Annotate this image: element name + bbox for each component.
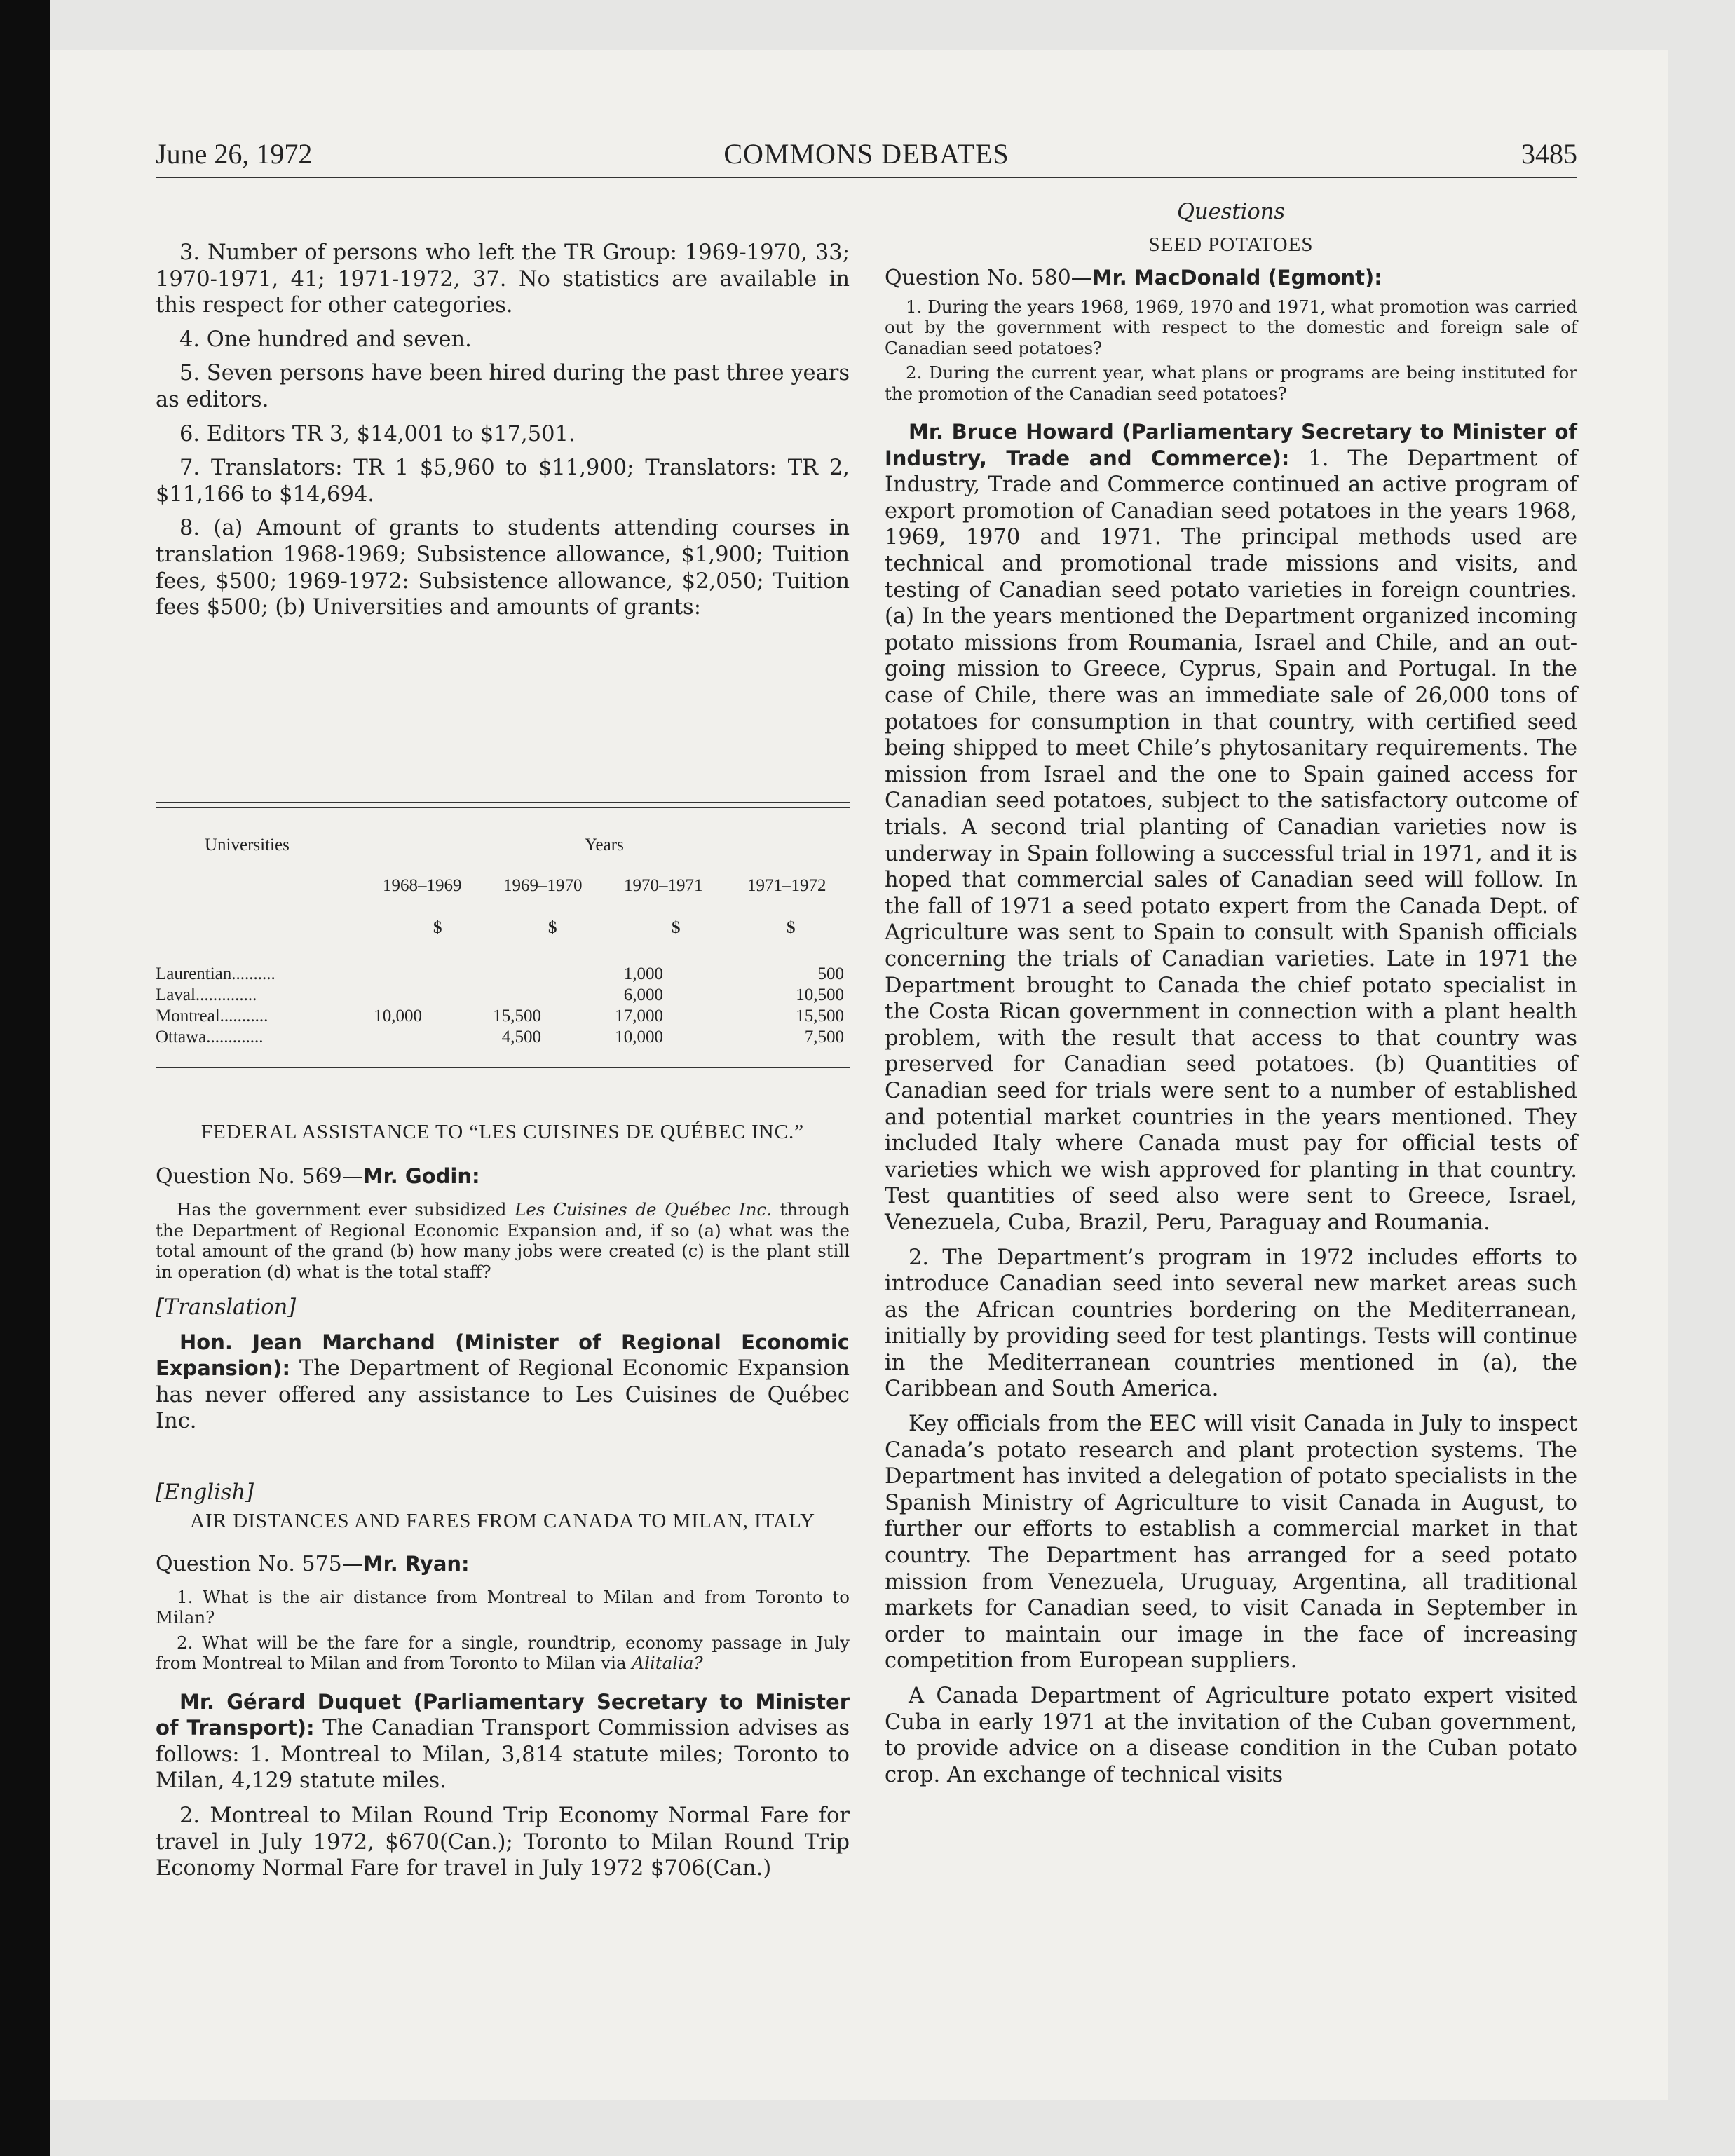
answer-item-3: 3. Number of persons who left the TR Group: 1969-1970, 33; 1970-1971, 41; 1971-1972, 37. No statistics are available in this respect for other categories. xyxy=(156,240,850,318)
grant-value: 10,000 xyxy=(615,1028,663,1046)
translation-tag: [Translation] xyxy=(156,1295,297,1320)
university-name: Laval.............. xyxy=(156,985,257,1004)
answer-item-5: 5. Seven persons have been hired during the past three years as editors. xyxy=(156,361,850,412)
year-col-3: 1970–1971 xyxy=(624,876,703,895)
running-header xyxy=(156,137,1577,178)
header-title: COMMONS DEBATES xyxy=(723,138,1009,170)
currency-row xyxy=(156,918,850,939)
eec-paragraph: Key officials from the EEC will visit Canada in July to inspect Canada’s potato research and plant protection systems. The Department has invited a delegation of potato specialists in the Spanish Ministry of Agriculture to visit Canada in August, to further our efforts to establish a commercial market in that country. The Department has arranged for a seed potato mission from Venezuela, Uruguay, Argentina, all traditional markets for Canadian seed, to visit Canada in September in order to maintain our image in the face of increasing competition from European suppliers. xyxy=(885,1412,1577,1674)
answer-item-7: 7. Translators: TR 1 $5,960 to $11,900; Translators: TR 2, $11,166 to $14,694. xyxy=(156,456,850,507)
seed-potatoes-heading: SEED POTATOES xyxy=(1148,233,1314,256)
scan-edge-left xyxy=(0,0,50,2156)
grant-value: 500 xyxy=(817,964,844,983)
question-575 xyxy=(156,1551,850,1577)
grant-value: 15,500 xyxy=(493,1007,541,1025)
question-580 xyxy=(885,265,1577,291)
question-number: Question No. 580— xyxy=(885,265,1092,290)
scan-margin-right xyxy=(1668,50,1735,2156)
table-bottom-rule xyxy=(156,1067,850,1068)
grant-value: 1,000 xyxy=(623,964,663,983)
question-569 xyxy=(156,1164,850,1189)
header-date: June 26, 1972 xyxy=(156,138,313,170)
english-tag: [English] xyxy=(156,1480,254,1505)
question-580-item-1: 1. During the years 1968, 1969, 1970 and 1971, what promotion was carried out by the government with respect to the domestic and foreign sale of Canadian seed potatoes? xyxy=(885,296,1577,358)
answer-text: The Canadian Transport Commission advises as follows: 1. Montreal to Milan, 3,814 statute miles; Toronto to Milan, 4,129 statute miles. xyxy=(156,1716,850,1794)
question-text: 2. What will be the fare for a single, roundtrip, economy passage in July from Montreal to Milan and from Toronto to Milan via xyxy=(156,1632,850,1674)
currency-2: $ xyxy=(548,918,557,937)
airline-name: Alitalia? xyxy=(632,1653,703,1674)
scan-margin-bottom xyxy=(50,2100,1668,2156)
header-rule xyxy=(156,177,1577,178)
cuba-paragraph: A Canada Department of Agriculture potato expert visited Cuba in early 1971 at the invitation of the Cuban government, to provide advice on a disease condition in the Cuban potato crop. An exchange of technical visits xyxy=(885,1684,1577,1787)
air-distances-heading: AIR DISTANCES AND FARES FROM CANADA TO MILAN, ITALY xyxy=(190,1509,815,1532)
table-row xyxy=(156,964,850,985)
answer-item-8: 8. (a) Amount of grants to students attending courses in translation 1968-1969; Subsistence allowance, $1,900; Tuition fees, $500; 1969-1972: Subsistence allowance, $2,050; Tuition fees $500; (b) Universities and amounts of grants: xyxy=(156,516,850,620)
question-text: through the Department of Regional Economic Expansion and, if so (a) what was the total amount of the grand (b) how many jobs were created (c) is the plant still in operation (d) what is the total staff? xyxy=(156,1199,850,1282)
table-header-row xyxy=(156,835,850,857)
grant-value: 10,500 xyxy=(796,985,844,1004)
section-title: Questions xyxy=(1176,200,1286,224)
question-569-text xyxy=(156,1199,850,1282)
answer-text: The Department of Regional Economic Expansion has never offered any assistance to Les Cuisines de Québec Inc. xyxy=(156,1356,850,1434)
question-575-item-2 xyxy=(156,1632,850,1674)
answer-item-4: 4. One hundred and seven. xyxy=(179,327,472,352)
year-col-4: 1971–1972 xyxy=(747,876,826,895)
left-lower-block xyxy=(156,1120,850,1882)
year-col-1: 1968–1969 xyxy=(383,876,462,895)
left-column xyxy=(156,184,850,1881)
speaker-name: Mr. Bruce Howard (Parliamentary Secretary to Minister of Industry, Trade and Commerce): xyxy=(885,420,1577,470)
grant-value: 15,500 xyxy=(796,1007,844,1025)
grant-value: 7,500 xyxy=(804,1028,844,1046)
table-years-row xyxy=(156,876,850,897)
table-row xyxy=(156,1028,850,1049)
answer-text: 1. The Department of Industry, Trade and Commerce continued an active program of export promotion of Canadian seed potatoes in the years 1968, 1969, 1970 and 1971. The principal methods used are technical and promotional trade missions and visits, and testing of Canadian seed potato varieties in foreign countries. (a) In the years mentioned the Department organized incoming potato missions from Roumania, Israel and Chile, and an out-going mission to Greece, Cyprus, Spain and Portugal. In the case of Chile, there was an immediate sale of 26,000 tons of potatoes for consumption in that country, with certified seed being shipped to meet Chile’s phytosanitary requirements. The mission from Israel and the one to Spain gained access for Canadian seed potatoes, subject to the satisfactory outcome of trials. A second trial planting of Canadian varieties now is underway in Spain following a successful trial in 1971, and it is hoped that commercial sales of Canadian seed will follow. In the fall of 1971 a seed potato expert from the Canada Dept. of Agriculture was sent to Spain to consult with Spanish officials concerning the trials of Canadian varieties. Late in 1971 the Department brought to Canada the chief potato specialist in the Costa Rican government in connection with a plant health problem, with the result that access to that country was preserved for Canadian seed potatoes. (b) Quantities of Canadian seed for trials were sent to a number of established and potential market countries in the years mentioned. They included Italy where Canada must pay for official tests of varieties which we wish approved for planting in that country. Test quantities of seed also were sent to Greece, Israel, Venezuela, Cuba, Brazil, Peru, Paraguay and Roumania. xyxy=(885,446,1577,1235)
grant-value: 4,500 xyxy=(501,1028,541,1046)
university-name: Laurentian.......... xyxy=(156,964,275,983)
answer-item-2: 2. The Department’s program in 1972 includes efforts to introduce Canadian seed into several new market areas such as the African countries bordering on the Mediterranean, initially by providing seed for test plantings. Tests will continue in the Mediterranean countries mentioned in (a), the Caribbean and South America. xyxy=(885,1245,1577,1402)
grant-value: 17,000 xyxy=(615,1007,663,1025)
col-years: Years xyxy=(585,835,624,854)
question-number: Question No. 569— xyxy=(156,1164,363,1189)
duquet-answer xyxy=(156,1689,850,1794)
question-575-item-1: 1. What is the air distance from Montreal to Milan and from Toronto to Milan? xyxy=(156,1586,850,1628)
member-name: Mr. Godin: xyxy=(362,1164,480,1188)
table-row xyxy=(156,1007,850,1028)
grants-table xyxy=(156,802,850,1068)
year-col-2: 1969–1970 xyxy=(503,876,583,895)
question-number: Question No. 575— xyxy=(156,1551,363,1576)
member-name: Mr. MacDonald (Egmont): xyxy=(1091,265,1382,289)
marchand-answer xyxy=(156,1330,850,1435)
university-name: Montreal........... xyxy=(156,1007,268,1025)
duquet-answer-2: 2. Montreal to Milan Round Trip Economy Normal Fare for travel in July 1972, $670(Can.); Toronto to Milan Round Trip Economy Normal Fare for travel in July 1972 $706(Can.) xyxy=(156,1803,850,1881)
answer-item-6: 6. Editors TR 3, $14,001 to $17,501. xyxy=(179,421,576,446)
company-name: Les Cuisines de Québec Inc. xyxy=(515,1199,773,1220)
right-column xyxy=(885,184,1577,1788)
speaker-name: Hon. Jean Marchand (Minister of Regional Economic Expansion): xyxy=(156,1330,850,1381)
currency-1: $ xyxy=(433,918,442,937)
federal-assistance-heading: FEDERAL ASSISTANCE TO “LES CUISINES DE QUÉBEC INC.” xyxy=(200,1121,805,1143)
scan-margin-top xyxy=(50,0,1735,50)
header-page-number: 3485 xyxy=(1521,138,1577,170)
table-top-rule xyxy=(156,802,850,808)
currency-4: $ xyxy=(787,918,796,937)
question-text: Has the government ever subsidized xyxy=(177,1199,515,1220)
question-580-item-2: 2. During the current year, what plans or programs are being instituted for the promotion of the Canadian seed potatoes? xyxy=(885,362,1577,404)
university-name: Ottawa............. xyxy=(156,1028,264,1046)
howard-answer xyxy=(885,419,1577,1236)
grant-value: 10,000 xyxy=(374,1007,422,1025)
currency-3: $ xyxy=(672,918,681,937)
member-name: Mr. Ryan: xyxy=(362,1551,470,1576)
table-row xyxy=(156,985,850,1007)
speaker-name: Mr. Gérard Duquet (Parliamentary Secretary to Minister of Transport): xyxy=(156,1689,850,1740)
col-universities: Universities xyxy=(205,835,290,854)
grant-value: 6,000 xyxy=(623,985,663,1004)
